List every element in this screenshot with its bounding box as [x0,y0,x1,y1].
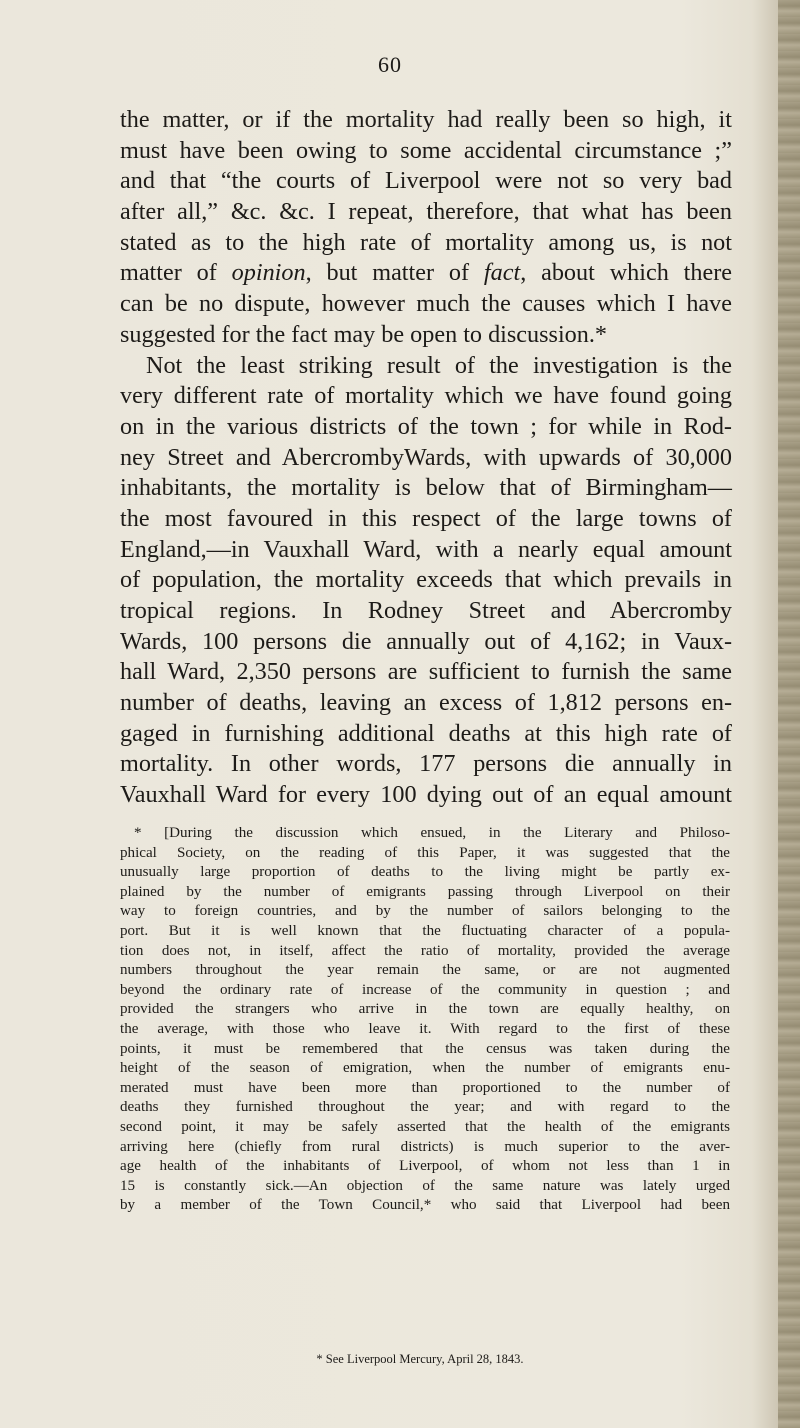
text-line: stated as to the high rate of mortality among us, is not [120,228,732,256]
page-edge [778,0,800,1428]
sub-footnote [0,1352,800,1367]
footnote-line: age health of the inhabitants of Liverpool, of whom not less than 1 in [120,1158,730,1175]
text-line: on in the various districts of the town ; for while in Rod- [120,412,732,440]
footnote [120,824,730,1216]
text-line: must have been owing to some accidental circumstance ;” [120,136,732,164]
footnote-line: way to foreign countries, and by the number of sailors belonging to the [120,903,730,920]
text-line: very different rate of mortality which we have found going [120,382,732,410]
footnote-line: plained by the number of emigrants passing through Liverpool on their [120,883,730,900]
text-line: and that “the courts of Liverpool were not so very bad [120,167,732,195]
text-line: tropical regions. In Rodney Street and Abercromby [120,597,732,624]
footnote-line: beyond the ordinary rate of increase of the community in question ; and [120,981,730,998]
footnote-line: deaths they furnished throughout the year; and with regard to the [120,1099,730,1116]
footnote-line: arriving here (chiefly from rural districts) is much superior to the aver- [120,1138,730,1155]
text-span: matter of [120,259,232,287]
text-line: Vauxhall Ward for every 100 dying out of an equal amount [120,781,732,809]
footnote-line: tion does not, in itself, affect the ratio of mortality, provided the average [120,942,730,959]
sub-footnote-text: * See Liverpool Mercury, April 28, 1843. [316,1352,524,1366]
page-number: 60 [378,52,402,77]
text-span: , but matter of [305,259,484,287]
text-line: hall Ward, 2,350 persons are sufficient to furnish the same [120,658,732,686]
text-line: gaged in furnishing additional deaths at this high rate of [120,719,732,747]
footnote-line: merated must have been more than proportioned to the number of [120,1079,730,1096]
text-span: , about which there [520,259,732,287]
footnote-line: second point, it may be safely asserted that the health of the emigrants [120,1118,730,1135]
footnote-line: the average, with those who leave it. With regard to the first of these [120,1020,730,1037]
text-line: suggested for the fact may be open to discussion.* [120,320,607,348]
text-line: can be no dispute, however much the causes which I have [120,290,732,318]
footnote-line: points, it must be remembered that the census was taken during the [120,1040,730,1057]
footnote-line: by a member of the Town Council,* who said that Liverpool had been [120,1197,730,1214]
footnote-line: port. But it is well known that the fluctuating character of a popula- [120,922,730,939]
text-line: the most favoured in this respect of the large towns of [120,504,732,532]
text-line: ney Street and AbercrombyWards, with upwards of 30,000 [120,443,732,471]
footnote-line: unusually large proportion of deaths to the living might be partly ex- [120,864,730,881]
footnote-line: 15 is constantly sick.—An objection of the same nature was lately urged [120,1177,730,1194]
emphasis-fact: fact [483,259,521,287]
text-line: of population, the mortality exceeds that which prevails in [120,566,732,594]
text-line: the matter, or if the mortality had really been so high, it [120,106,732,133]
text-line: Wards, 100 persons die annually out of 4,162; in Vaux- [120,627,732,655]
footnote-line: * [During the discussion which ensued, in the Literary and Philoso- [134,825,730,841]
emphasis-opinion: opinion [231,259,306,287]
text-line: mortality. In other words, 177 persons die annually in [120,750,732,778]
text-line: Not the least striking result of the investigation is the [146,351,732,379]
footnote-line: provided the strangers who arrive in the town are equally healthy, on [120,1001,730,1018]
text-line: England,—in Vauxhall Ward, with a nearly equal amount [120,535,732,563]
footnote-line: height of the season of emigration, when the number of emigrants enu- [120,1060,730,1077]
text-line: number of deaths, leaving an excess of 1,812 persons en- [120,689,732,717]
text-line: after all,” &c. &c. I repeat, therefore, that what has been [120,198,732,226]
text-line [120,258,732,289]
main-paragraph [120,105,732,811]
footnote-line: phical Society, on the reading of this Paper, it was suggested that the [120,844,730,861]
text-line: inhabitants, the mortality is below that of Birmingham— [120,474,732,502]
footnote-line: numbers throughout the year remain the same, or are not augmented [120,962,730,979]
